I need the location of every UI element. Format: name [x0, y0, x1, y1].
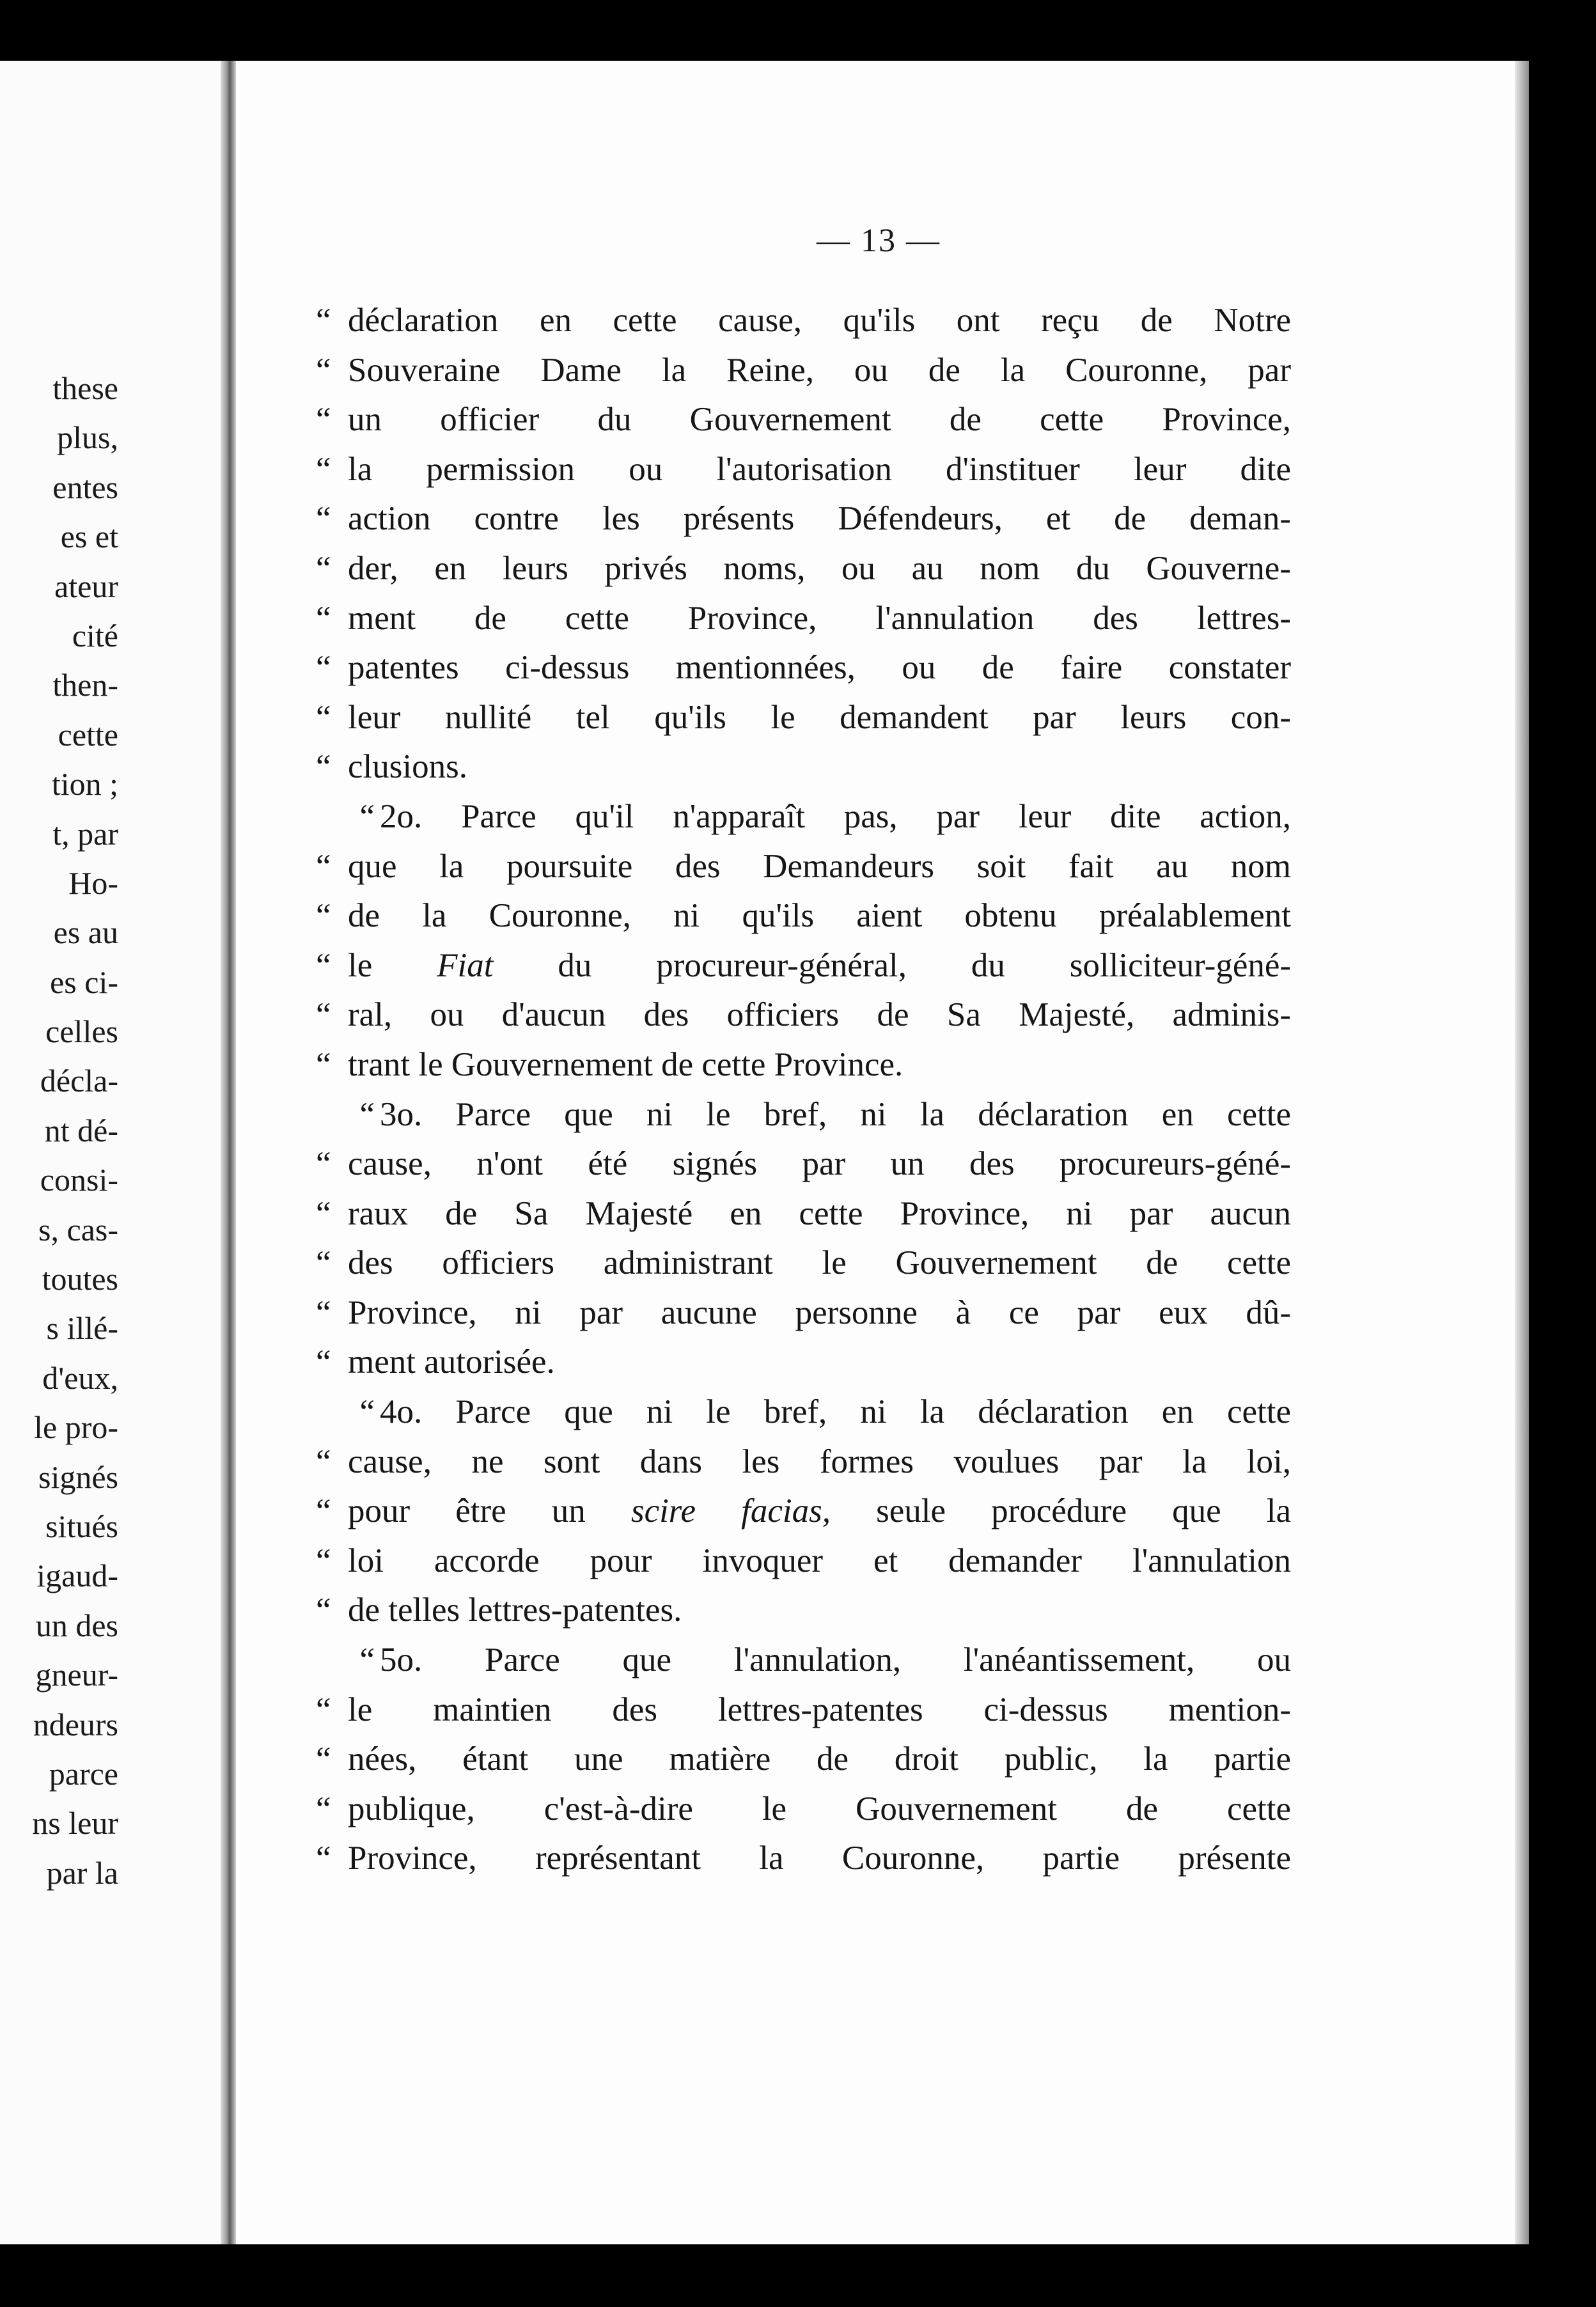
- line-text: cause, ne sont dans les formes voulues par la loi,: [348, 1443, 1291, 1480]
- quotation-mark: “: [359, 797, 375, 835]
- text-line: [316, 296, 1291, 346]
- line-text: un officier du Gouvernement de cette Province,: [348, 401, 1291, 439]
- line-text: 3o. Parce que ni le bref, ni la déclaration en cette: [380, 1095, 1291, 1133]
- left-page-line: cette: [58, 716, 118, 753]
- quotation-mark: “: [316, 500, 331, 538]
- page-body-text: [316, 296, 1291, 1884]
- text-line: [316, 1388, 1291, 1437]
- left-page-line: s, cas-: [38, 1211, 118, 1247]
- left-page-line: plus,: [57, 419, 118, 456]
- line-text: ment de cette Province, l'annulation des lettres-: [348, 599, 1291, 637]
- quotation-mark: “: [316, 1542, 331, 1579]
- left-page-line: celles: [45, 1013, 118, 1050]
- quotation-mark: “: [316, 1790, 331, 1827]
- line-text: leur nullité tel qu'ils le demandent par leurs con-: [348, 698, 1291, 736]
- text-line: [316, 1090, 1291, 1140]
- quotation-mark: “: [316, 1045, 331, 1083]
- quotation-mark: “: [316, 1840, 331, 1877]
- left-page-line: Ho-: [68, 864, 118, 901]
- page-edge: [1515, 61, 1529, 2244]
- left-page-line: gneur-: [35, 1657, 118, 1693]
- line-text: nées, étant une matière de droit public, la partie: [348, 1740, 1291, 1778]
- left-page-line: es ci-: [50, 964, 118, 1000]
- line-text-italic: Fiat: [437, 946, 494, 984]
- quotation-mark: “: [316, 946, 331, 984]
- left-page-line: ateur: [54, 568, 118, 604]
- text-line: [316, 494, 1291, 544]
- quotation-mark: “: [316, 698, 331, 736]
- line-text: 4o. Parce que ni le bref, ni la déclaration en cette: [380, 1393, 1291, 1431]
- left-page-line: then-: [52, 667, 118, 703]
- text-line: [316, 1785, 1291, 1834]
- left-page-line: toutes: [42, 1261, 118, 1297]
- line-text: action contre les présents Défendeurs, et de deman-: [348, 500, 1291, 538]
- left-page-line: igaud-: [36, 1558, 118, 1594]
- left-page-line: s illé-: [46, 1310, 118, 1347]
- text-line: [316, 643, 1291, 693]
- quotation-mark: “: [359, 1095, 375, 1133]
- text-line: [316, 1288, 1291, 1338]
- line-text: trant le Gouvernement de cette Province.: [348, 1045, 904, 1083]
- left-page-line: par la: [46, 1854, 118, 1891]
- line-text: patentes ci-dessus mentionnées, ou de faire constater: [348, 649, 1291, 687]
- line-text: Souveraine Dame la Reine, ou de la Couronne, par: [348, 351, 1291, 389]
- left-page-line: décla-: [40, 1063, 118, 1099]
- line-text: loi accorde pour invoquer et demander l'annulation: [348, 1542, 1291, 1579]
- left-page-line: consi-: [40, 1162, 118, 1198]
- left-page-line: these: [52, 370, 118, 406]
- line-text-italic: scire facias,: [630, 1492, 831, 1530]
- left-page-line: un des: [35, 1607, 118, 1643]
- text-line: [316, 544, 1291, 594]
- quotation-mark: “: [316, 1294, 331, 1331]
- text-line: [316, 1834, 1291, 1884]
- quotation-mark: “: [316, 1492, 331, 1530]
- quotation-mark: “: [316, 1244, 331, 1282]
- quotation-mark: “: [316, 1343, 331, 1381]
- left-page-line: ndeurs: [33, 1706, 118, 1742]
- left-page-line: nt dé-: [44, 1112, 118, 1148]
- text-line: [316, 1537, 1291, 1586]
- line-text: la permission ou l'autorisation d'instituer leur dite: [348, 450, 1291, 488]
- line-text: Province, représentant la Couronne, partie présente: [348, 1840, 1291, 1877]
- text-line: [316, 941, 1291, 991]
- quotation-mark: “: [316, 1443, 331, 1480]
- line-text: clusions.: [348, 748, 467, 786]
- text-line: [316, 395, 1291, 445]
- left-page-line: d'eux,: [42, 1359, 118, 1396]
- text-line: [316, 1189, 1291, 1239]
- quotation-mark: “: [316, 1145, 331, 1183]
- line-text-pre: pour être un: [348, 1492, 586, 1530]
- line-text: 5o. Parce que l'annulation, l'anéantissement, ou: [380, 1641, 1291, 1679]
- line-text: publique, c'est-à-dire le Gouvernement de cette: [348, 1790, 1291, 1827]
- quotation-mark: “: [316, 1591, 331, 1629]
- left-page-line: signés: [38, 1458, 118, 1495]
- line-text: de la Couronne, ni qu'ils aient obtenu préalablement: [348, 897, 1291, 935]
- left-page-line: ns leur: [32, 1805, 118, 1842]
- quotation-mark: “: [316, 450, 331, 488]
- quotation-mark: “: [359, 1393, 375, 1431]
- text-line: [316, 346, 1291, 396]
- line-text: 2o. Parce qu'il n'apparaît pas, par leur dite action,: [380, 797, 1291, 835]
- quotation-mark: “: [316, 1691, 331, 1728]
- quotation-mark: “: [316, 401, 331, 439]
- quotation-mark: “: [316, 897, 331, 935]
- quotation-mark: “: [316, 302, 331, 339]
- text-line: [316, 594, 1291, 644]
- left-page-line: situés: [45, 1508, 118, 1544]
- text-line: [316, 445, 1291, 495]
- line-text-post: seule procédure que la: [876, 1492, 1291, 1530]
- quotation-mark: “: [316, 996, 331, 1034]
- quotation-mark: “: [316, 549, 331, 587]
- line-text: des officiers administrant le Gouvernement de cette: [348, 1244, 1291, 1282]
- quotation-mark: “: [316, 649, 331, 687]
- quotation-mark: “: [316, 847, 331, 885]
- quotation-mark: “: [316, 1194, 331, 1232]
- line-text: ment autorisée.: [348, 1343, 555, 1381]
- line-text: cause, n'ont été signés par un des procureurs-géné-: [348, 1145, 1291, 1183]
- right-page: [236, 61, 1515, 2244]
- text-line: [316, 1636, 1291, 1685]
- line-text: déclaration en cette cause, qu'ils ont reçu de Notre: [348, 302, 1291, 339]
- left-page-line: entes: [52, 469, 118, 505]
- text-line: [316, 891, 1291, 941]
- text-line: [316, 1338, 1291, 1388]
- text-line: [316, 1586, 1291, 1636]
- left-page-line: le pro-: [34, 1409, 118, 1446]
- text-line: [316, 1735, 1291, 1785]
- line-text-post: du procureur-général, du solliciteur-géné-: [558, 946, 1291, 984]
- line-text: raux de Sa Majesté en cette Province, ni par aucun: [348, 1194, 1291, 1232]
- line-text: le maintien des lettres-patentes ci-dessus mention-: [348, 1691, 1291, 1728]
- line-text: Province, ni par aucune personne à ce par eux dû-: [348, 1294, 1291, 1331]
- text-line: [316, 1487, 1291, 1537]
- text-line: [316, 842, 1291, 892]
- line-text: de telles lettres-patentes.: [348, 1591, 682, 1629]
- quotation-mark: “: [359, 1641, 375, 1679]
- line-text: [348, 1487, 1291, 1537]
- line-text: ral, ou d'aucun des officiers de Sa Majesté, adminis-: [348, 996, 1291, 1034]
- left-page-line: es au: [53, 914, 118, 951]
- text-line: [316, 792, 1291, 842]
- text-line: [316, 1139, 1291, 1189]
- left-page-line: es et: [60, 519, 118, 555]
- book-gutter: [221, 61, 236, 2244]
- text-line: [316, 742, 1291, 792]
- line-text: der, en leurs privés noms, ou au nom du Gouverne-: [348, 549, 1291, 587]
- text-line: [316, 693, 1291, 743]
- left-page-line: parce: [49, 1755, 118, 1792]
- text-line: [316, 1239, 1291, 1288]
- quotation-mark: “: [316, 1740, 331, 1778]
- text-line: [316, 1685, 1291, 1735]
- quotation-mark: “: [316, 351, 331, 389]
- line-text: que la poursuite des Demandeurs soit fait au nom: [348, 847, 1291, 885]
- quotation-mark: “: [316, 748, 331, 786]
- left-page-text-fragments: [0, 364, 118, 1898]
- line-text-pre: le: [348, 946, 373, 984]
- text-line: [316, 1040, 1291, 1090]
- text-line: [316, 990, 1291, 1040]
- left-page-line: t, par: [52, 815, 118, 852]
- left-facing-page: [0, 61, 221, 2244]
- text-line: [316, 1437, 1291, 1487]
- left-page-line: tion ;: [51, 766, 118, 802]
- page-number: — 13 —: [817, 223, 941, 259]
- left-page-line: cité: [72, 617, 118, 653]
- line-text: [348, 941, 1291, 991]
- quotation-mark: “: [316, 599, 331, 637]
